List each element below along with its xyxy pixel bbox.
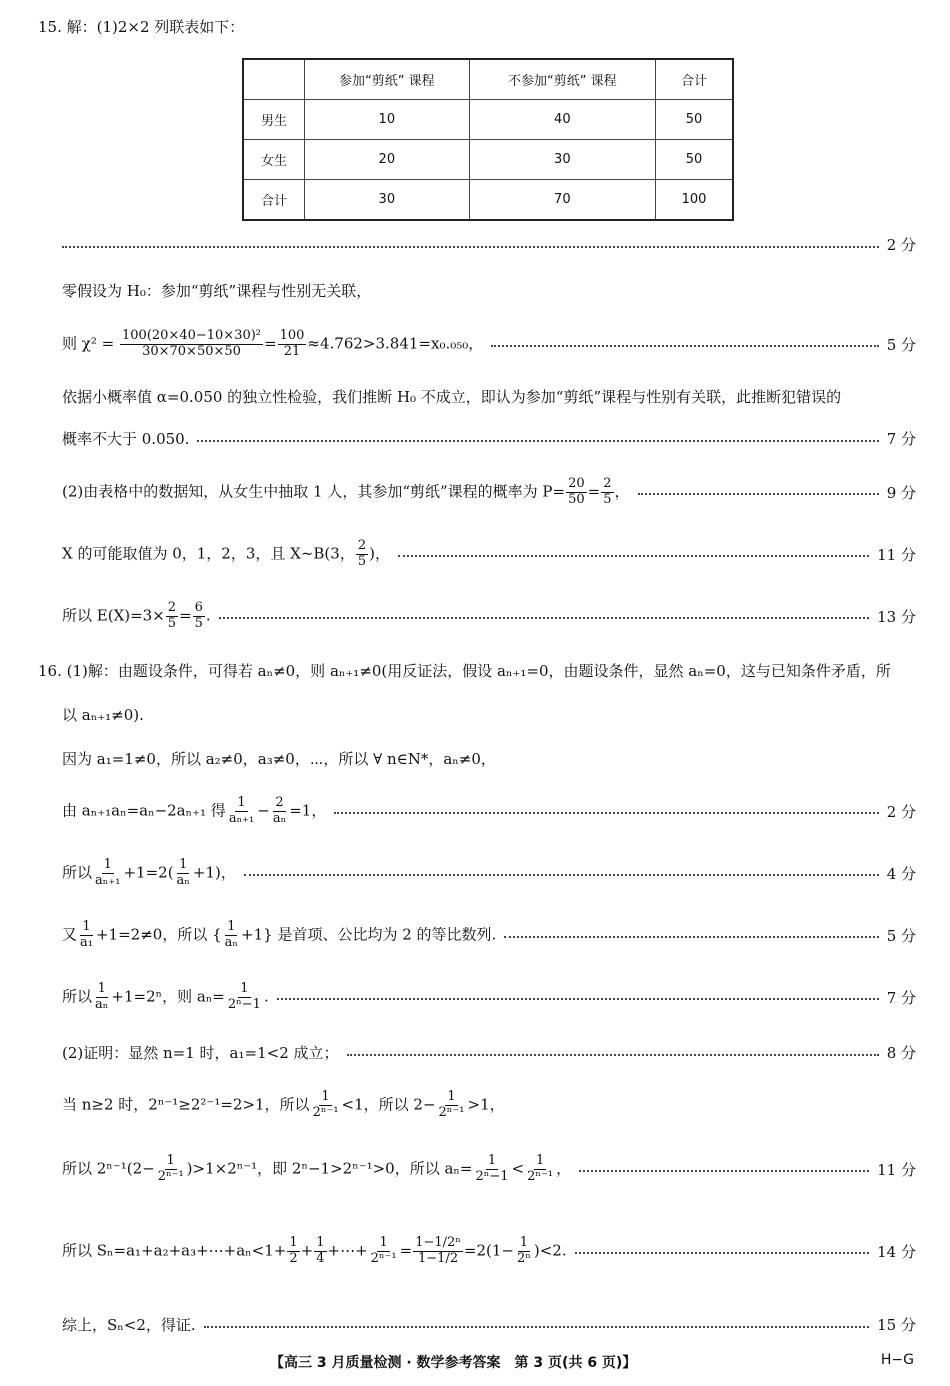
table-header-cell: 合计 (656, 59, 734, 100)
q16-line-2: 以 aₙ₊₁≠0). (62, 706, 144, 724)
score: 14 分 (877, 1242, 916, 1261)
table-cell: 合计 (243, 180, 305, 221)
score-line-table (62, 234, 916, 255)
table-header-cell: 不参加“剪纸” 课程 (469, 59, 655, 100)
table-row (243, 100, 733, 140)
distribution-line: X 的可能取值为 0，1，2，3，且 X∼B(3， $\frac{2}{5}$ )， 11 分 (62, 537, 916, 569)
score: 15 分 (877, 1316, 916, 1334)
score: 4 分 (886, 864, 916, 883)
table-cell: 100 (656, 180, 734, 221)
score: 2 分 (886, 236, 916, 254)
q15-header: 15. 解：(1)2×2 列联表如下： (38, 18, 245, 36)
conclusion-line-2 (62, 428, 916, 449)
score: 5 分 (886, 926, 916, 945)
table-header-cell: 参加“剪纸” 课程 (305, 59, 470, 100)
conclusion-line-1: 依据小概率值 α=0.050 的独立性检验，我们推断 H₀ 不成立，即认为参加“剪纸”课程与性别有关联，此推断犯错误的 (62, 388, 842, 406)
chi-prefix: 则 χ² = (62, 334, 115, 352)
table-cell: 男生 (243, 100, 305, 140)
table-cell: 女生 (243, 140, 305, 180)
q16-line-8: (2)证明：显然 n=1 时，a₁=1<2 成立； 8 分 (62, 1044, 916, 1062)
table-cell: 30 (305, 180, 470, 221)
expectation-line: 所以 E(X)=3× $\frac{2}{5}$ = $\frac{6}{5}$ . 13 分 (62, 599, 916, 631)
table-cell: 40 (469, 100, 655, 140)
table-cell: 70 (469, 180, 655, 221)
score: 7 分 (886, 430, 916, 448)
null-hypothesis: 零假设为 H₀：参加“剪纸”课程与性别无关联， (62, 282, 372, 300)
score: 9 分 (886, 483, 916, 502)
score: 11 分 (877, 1160, 916, 1179)
table-cell: 20 (305, 140, 470, 180)
chi-square-line: 则 χ² = $\frac{\text{100(20×40−10×30)²}}{30\times 70\times 50\times 50}$ = $\frac{100}{21}$ ≈4.762>3.841=x₀.₀₅₀， 5 分 (62, 327, 916, 359)
score: 2 分 (886, 802, 916, 821)
table-cell: 50 (656, 100, 734, 140)
score: 7 分 (886, 988, 916, 1007)
chi-tail: ≈4.762>3.841=x₀.₀₅₀， (307, 334, 484, 352)
table-cell: 10 (305, 100, 470, 140)
q16-line-11: 所以 Sₙ=a₁+a₂+a₃+⋯+aₙ<1+ $\frac{1}{2}$ + $\frac{1}{4}$ +⋯+ $\frac{1}{\text{2ⁿ⁻¹}}$ = $\frac{\text{1−1/2ⁿ}}{1-1/2}$ =2(1− $\frac{1}{\text{2ⁿ}}$ )<2. 14 分 (62, 1234, 916, 1266)
score: 13 分 (877, 607, 916, 626)
q16-line-12: 综上，Sₙ<2，得证. 15 分 (62, 1316, 916, 1334)
table-row (243, 180, 733, 221)
q16-line-6: 又 $\frac{1}{\text{a₁}}$ +1=2≠0，所以 { $\frac{1}{\text{aₙ}}$ +1} 是首项、公比均为 2 的等比数列. 5 分 (62, 918, 916, 950)
table-cell: 50 (656, 140, 734, 180)
conclusion-text: 概率不大于 0.050. (62, 430, 190, 448)
contingency-table (242, 58, 734, 221)
chi-fraction-2: $\frac{100}{21}$ (279, 327, 305, 359)
footer-code: H−G (880, 1352, 914, 1368)
probability-line: (2)由表格中的数据知，从女生中抽取 1 人，其参加“剪纸”课程的概率为 P= $\frac{20}{50}$ = $\frac{2}{5}$ ， 9 分 (62, 475, 916, 507)
table-header-cell (243, 59, 305, 100)
q16-line-7: 所以 $\frac{1}{\text{aₙ}}$ +1=2ⁿ，则 aₙ= $\frac{1}{\text{2ⁿ−1}}$ . 7 分 (62, 980, 916, 1012)
q16-line-9: 当 n≥2 时，2ⁿ⁻¹≥2²⁻¹=2>1，所以 $\frac{1}{\text{2ⁿ⁻¹}}$ <1，所以 2− $\frac{1}{\text{2ⁿ⁻¹}}$ >1， (62, 1088, 505, 1120)
table-row (243, 140, 733, 180)
footer-center: 【高三 3 月质量检测 · 数学参考答案 第 3 页(共 6 页)】 (270, 1355, 637, 1371)
table-cell: 30 (469, 140, 655, 180)
score: 11 分 (877, 545, 916, 564)
score: 5 分 (886, 335, 916, 354)
q16-line-1: 16. (1)解：由题设条件，可得若 aₙ≠0，则 aₙ₊₁≠0(用反证法，假设 aₙ₊₁=0，由题设条件，显然 aₙ=0，这与已知条件矛盾，所 (38, 662, 891, 680)
score: 8 分 (886, 1044, 916, 1062)
q16-line-4: 由 aₙ₊₁aₙ=aₙ−2aₙ₊₁ 得 $\frac{1}{\text{aₙ₊₁}}$ − $\frac{2}{\text{aₙ}}$ =1， 2 分 (62, 794, 916, 826)
q16-line-5: 所以 $\frac{1}{\text{aₙ₊₁}}$ +1=2( $\frac{1}{\text{aₙ}}$ +1)， 4 分 (62, 856, 916, 888)
q16-line-3: 因为 a₁=1≠0，所以 a₂≠0，a₃≠0，⋯，所以 ∀ n∈N*，aₙ≠0， (62, 750, 496, 768)
chi-fraction: $\frac{\text{100(20×40−10×30)²}}{30\times 70\times 50\times 50}$ (122, 327, 262, 359)
q16-line-10: 所以 2ⁿ⁻¹(2− $\frac{1}{\text{2ⁿ⁻¹}}$ )>1×2ⁿ⁻¹，即 2ⁿ−1>2ⁿ⁻¹>0，所以 aₙ= $\frac{1}{\text{2ⁿ−1}}$ < $\frac{1}{\text{2ⁿ⁻¹}}$ ， 11 分 (62, 1152, 916, 1184)
table-header-row (243, 59, 733, 100)
